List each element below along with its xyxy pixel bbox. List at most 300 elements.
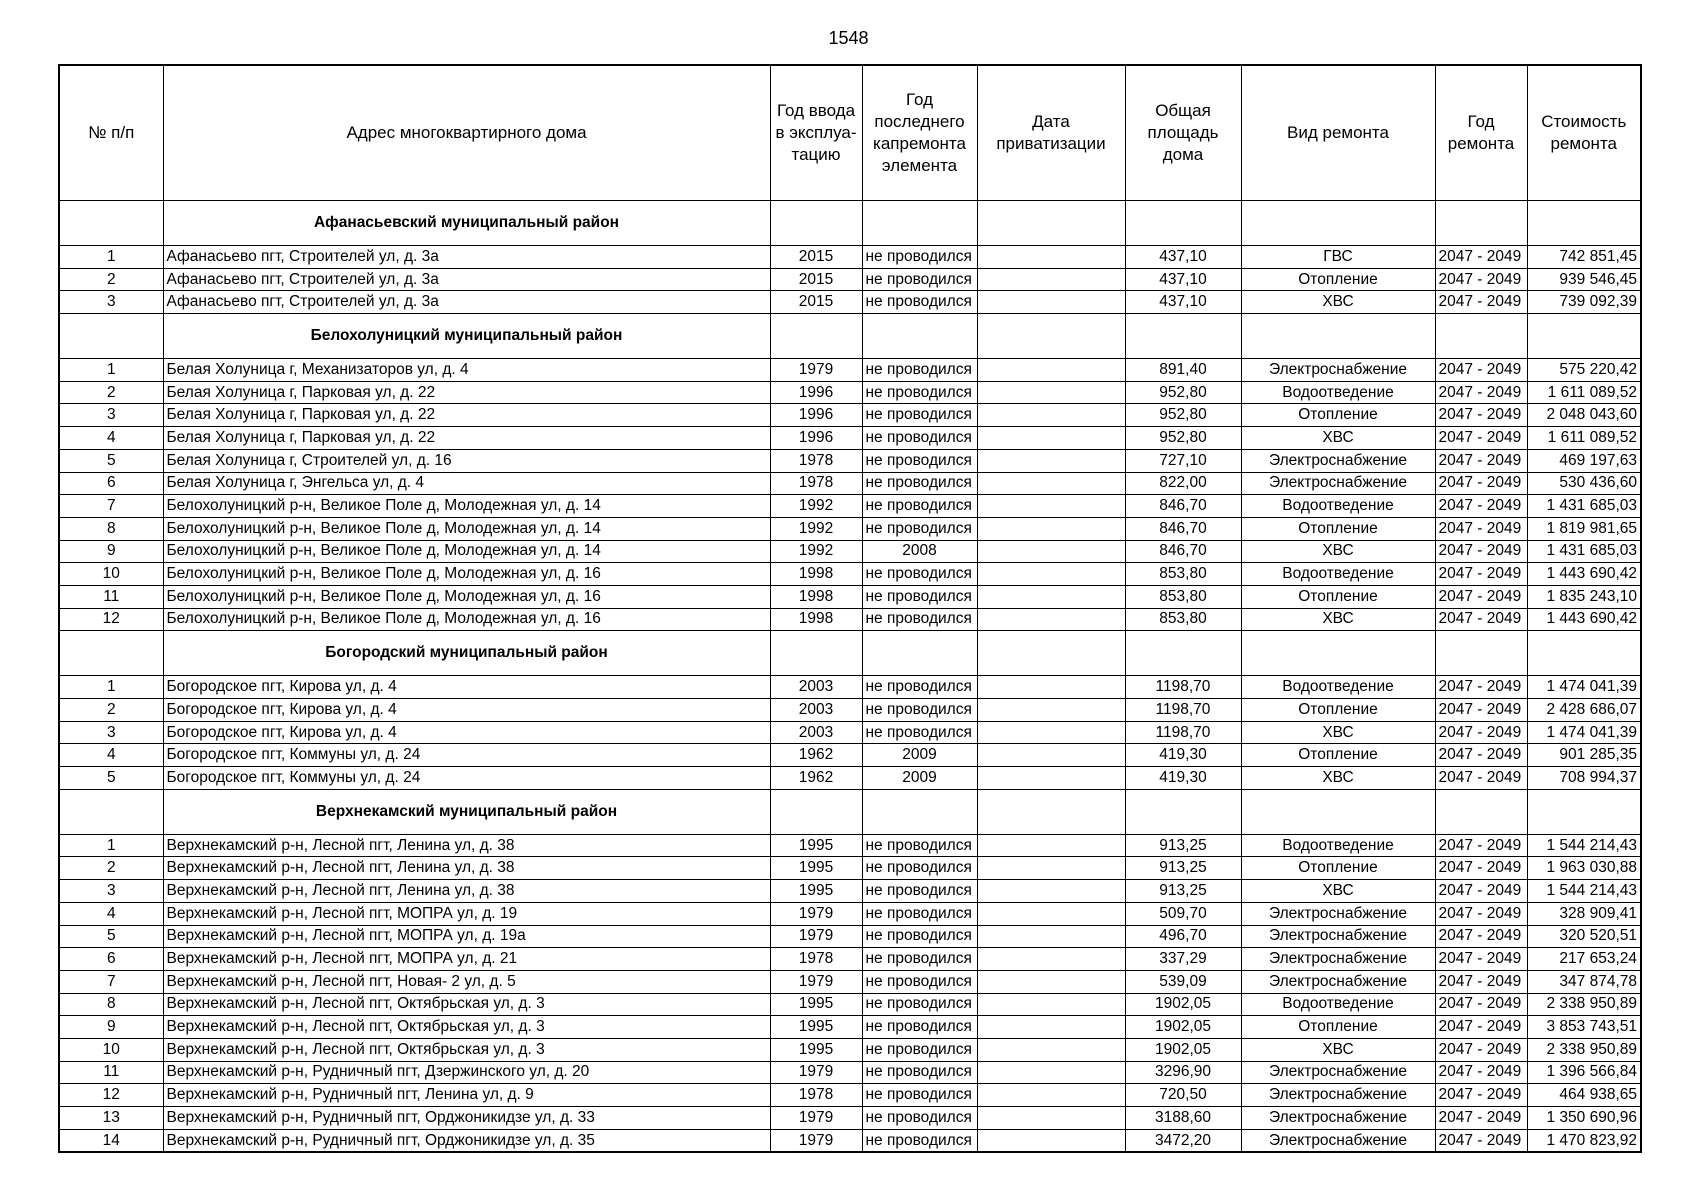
row-address: Богородское пгт, Кирова ул, д. 4 [163, 699, 770, 722]
row-cost: 1 431 685,03 [1527, 495, 1641, 518]
row-repair-year: 2047 - 2049 [1435, 449, 1527, 472]
row-privatization [977, 676, 1125, 699]
district-row [59, 201, 1641, 246]
row-cost: 901 285,35 [1527, 744, 1641, 767]
row-last-repair: 2009 [862, 744, 977, 767]
row-address: Верхнекамский р-н, Рудничный пгт, Орджоникидзе ул, д. 35 [163, 1129, 770, 1152]
row-address: Белая Холуница г, Механизаторов ул, д. 4 [163, 359, 770, 382]
row-repair-year: 2047 - 2049 [1435, 495, 1527, 518]
row-number: 3 [59, 721, 163, 744]
row-number: 13 [59, 1107, 163, 1130]
row-repair-type: Электроснабжение [1241, 1084, 1435, 1107]
row-privatization [977, 563, 1125, 586]
row-repair-year: 2047 - 2049 [1435, 404, 1527, 427]
row-year-built: 1962 [770, 744, 862, 767]
row-address: Верхнекамский р-н, Лесной пгт, МОПРА ул, д. 19 [163, 902, 770, 925]
row-privatization [977, 880, 1125, 903]
row-number: 6 [59, 948, 163, 971]
row-last-repair: не проводился [862, 902, 977, 925]
row-last-repair: не проводился [862, 1061, 977, 1084]
row-privatization [977, 1129, 1125, 1152]
empty-cell [770, 789, 862, 834]
table-row [59, 359, 1641, 382]
row-year-built: 1996 [770, 427, 862, 450]
row-number: 10 [59, 1038, 163, 1061]
row-repair-type: Электроснабжение [1241, 472, 1435, 495]
row-repair-type: Электроснабжение [1241, 970, 1435, 993]
row-repair-type: Отопление [1241, 404, 1435, 427]
row-privatization [977, 721, 1125, 744]
row-repair-year: 2047 - 2049 [1435, 925, 1527, 948]
header-year-built: Год ввода в эксплуа-тацию [770, 65, 862, 201]
row-repair-type: Отопление [1241, 585, 1435, 608]
table-row [59, 676, 1641, 699]
row-year-built: 1995 [770, 1016, 862, 1039]
row-repair-year: 2047 - 2049 [1435, 721, 1527, 744]
row-cost: 1 474 041,39 [1527, 676, 1641, 699]
row-area: 853,80 [1125, 585, 1241, 608]
row-repair-year: 2047 - 2049 [1435, 268, 1527, 291]
row-year-built: 2015 [770, 291, 862, 314]
row-repair-type: Электроснабжение [1241, 902, 1435, 925]
empty-cell [770, 314, 862, 359]
row-last-repair: не проводился [862, 948, 977, 971]
row-area: 853,80 [1125, 563, 1241, 586]
row-year-built: 2003 [770, 699, 862, 722]
row-address: Верхнекамский р-н, Лесной пгт, Октябрьская ул, д. 3 [163, 1038, 770, 1061]
row-number: 3 [59, 404, 163, 427]
row-year-built: 2003 [770, 676, 862, 699]
row-area: 1198,70 [1125, 721, 1241, 744]
row-last-repair: не проводился [862, 246, 977, 269]
row-repair-year: 2047 - 2049 [1435, 767, 1527, 790]
header-last-repair: Год последнего капремонта элемента [862, 65, 977, 201]
row-last-repair: не проводился [862, 404, 977, 427]
row-cost: 1 835 243,10 [1527, 585, 1641, 608]
row-last-repair: не проводился [862, 970, 977, 993]
row-privatization [977, 948, 1125, 971]
row-number: 3 [59, 880, 163, 903]
row-address: Белая Холуница г, Парковая ул, д. 22 [163, 381, 770, 404]
row-area: 853,80 [1125, 608, 1241, 631]
row-privatization [977, 427, 1125, 450]
row-year-built: 2015 [770, 246, 862, 269]
row-cost: 1 396 566,84 [1527, 1061, 1641, 1084]
row-number: 10 [59, 563, 163, 586]
row-number: 2 [59, 381, 163, 404]
row-area: 419,30 [1125, 744, 1241, 767]
row-year-built: 2003 [770, 721, 862, 744]
empty-cell [1435, 314, 1527, 359]
row-cost: 1 819 981,65 [1527, 517, 1641, 540]
repair-table [58, 64, 1642, 1153]
table-row [59, 993, 1641, 1016]
empty-cell [59, 314, 163, 359]
row-repair-year: 2047 - 2049 [1435, 1107, 1527, 1130]
table-row [59, 1038, 1641, 1061]
district-name: Афанасьевский муниципальный район [163, 201, 770, 246]
empty-cell [59, 631, 163, 676]
row-number: 8 [59, 993, 163, 1016]
row-cost: 1 350 690,96 [1527, 1107, 1641, 1130]
row-repair-type: Электроснабжение [1241, 359, 1435, 382]
empty-cell [977, 201, 1125, 246]
row-last-repair: не проводился [862, 563, 977, 586]
table-body [59, 201, 1641, 1153]
row-year-built: 1979 [770, 1107, 862, 1130]
row-address: Белая Холуница г, Парковая ул, д. 22 [163, 427, 770, 450]
empty-cell [977, 789, 1125, 834]
row-address: Белохолуницкий р-н, Великое Поле д, Молодежная ул, д. 16 [163, 608, 770, 631]
empty-cell [977, 631, 1125, 676]
row-year-built: 2015 [770, 268, 862, 291]
row-repair-year: 2047 - 2049 [1435, 1129, 1527, 1152]
row-privatization [977, 993, 1125, 1016]
row-area: 1198,70 [1125, 676, 1241, 699]
empty-cell [59, 789, 163, 834]
row-last-repair: не проводился [862, 381, 977, 404]
row-year-built: 1995 [770, 880, 862, 903]
empty-cell [977, 314, 1125, 359]
row-cost: 1 963 030,88 [1527, 857, 1641, 880]
row-privatization [977, 517, 1125, 540]
row-number: 8 [59, 517, 163, 540]
row-repair-year: 2047 - 2049 [1435, 381, 1527, 404]
row-area: 1902,05 [1125, 1016, 1241, 1039]
row-year-built: 1998 [770, 585, 862, 608]
row-address: Верхнекамский р-н, Лесной пгт, Октябрьская ул, д. 3 [163, 1016, 770, 1039]
row-repair-year: 2047 - 2049 [1435, 540, 1527, 563]
row-area: 822,00 [1125, 472, 1241, 495]
row-address: Афанасьево пгт, Строителей ул, д. 3а [163, 246, 770, 269]
row-repair-type: ХВС [1241, 608, 1435, 631]
row-number: 2 [59, 699, 163, 722]
row-repair-type: Водоотведение [1241, 563, 1435, 586]
row-year-built: 1995 [770, 857, 862, 880]
table-row [59, 721, 1641, 744]
empty-cell [770, 201, 862, 246]
row-address: Верхнекамский р-н, Рудничный пгт, Орджоникидзе ул, д. 33 [163, 1107, 770, 1130]
row-repair-type: ХВС [1241, 291, 1435, 314]
row-address: Богородское пгт, Коммуны ул, д. 24 [163, 767, 770, 790]
row-cost: 530 436,60 [1527, 472, 1641, 495]
row-address: Белохолуницкий р-н, Великое Поле д, Молодежная ул, д. 14 [163, 540, 770, 563]
table-row [59, 1084, 1641, 1107]
row-repair-type: Водоотведение [1241, 381, 1435, 404]
row-repair-year: 2047 - 2049 [1435, 608, 1527, 631]
empty-cell [1241, 631, 1435, 676]
row-area: 3296,90 [1125, 1061, 1241, 1084]
table-row [59, 1016, 1641, 1039]
row-year-built: 1978 [770, 948, 862, 971]
row-address: Верхнекамский р-н, Лесной пгт, Ленина ул, д. 38 [163, 857, 770, 880]
row-repair-year: 2047 - 2049 [1435, 857, 1527, 880]
table-row [59, 767, 1641, 790]
row-last-repair: не проводился [862, 495, 977, 518]
row-area: 509,70 [1125, 902, 1241, 925]
table-row [59, 902, 1641, 925]
row-area: 846,70 [1125, 495, 1241, 518]
row-cost: 1 470 823,92 [1527, 1129, 1641, 1152]
table-row [59, 857, 1641, 880]
empty-cell [1125, 789, 1241, 834]
row-number: 5 [59, 449, 163, 472]
row-privatization [977, 1016, 1125, 1039]
empty-cell [59, 201, 163, 246]
row-area: 1902,05 [1125, 993, 1241, 1016]
row-privatization [977, 291, 1125, 314]
row-area: 539,09 [1125, 970, 1241, 993]
row-cost: 1 443 690,42 [1527, 608, 1641, 631]
table-row [59, 699, 1641, 722]
row-year-built: 1978 [770, 449, 862, 472]
row-year-built: 1979 [770, 359, 862, 382]
row-number: 14 [59, 1129, 163, 1152]
table-row [59, 585, 1641, 608]
row-year-built: 1979 [770, 1129, 862, 1152]
table-row [59, 563, 1641, 586]
row-privatization [977, 1038, 1125, 1061]
table-row [59, 608, 1641, 631]
row-repair-year: 2047 - 2049 [1435, 563, 1527, 586]
row-address: Богородское пгт, Коммуны ул, д. 24 [163, 744, 770, 767]
row-year-built: 1978 [770, 1084, 862, 1107]
header-cost: Стоимость ремонта [1527, 65, 1641, 201]
empty-cell [1241, 314, 1435, 359]
row-number: 1 [59, 676, 163, 699]
row-number: 7 [59, 970, 163, 993]
row-repair-year: 2047 - 2049 [1435, 1038, 1527, 1061]
row-area: 952,80 [1125, 427, 1241, 450]
row-number: 4 [59, 427, 163, 450]
row-number: 1 [59, 359, 163, 382]
row-repair-year: 2047 - 2049 [1435, 1061, 1527, 1084]
row-repair-type: Электроснабжение [1241, 1107, 1435, 1130]
row-privatization [977, 381, 1125, 404]
row-address: Верхнекамский р-н, Лесной пгт, Ленина ул, д. 38 [163, 880, 770, 903]
header-repair-type: Вид ремонта [1241, 65, 1435, 201]
row-privatization [977, 246, 1125, 269]
table-row [59, 970, 1641, 993]
empty-cell [862, 201, 977, 246]
row-privatization [977, 744, 1125, 767]
row-cost: 575 220,42 [1527, 359, 1641, 382]
row-repair-type: Водоотведение [1241, 993, 1435, 1016]
row-last-repair: не проводился [862, 1129, 977, 1152]
row-year-built: 1979 [770, 925, 862, 948]
row-year-built: 1979 [770, 902, 862, 925]
table-row [59, 246, 1641, 269]
row-year-built: 1978 [770, 472, 862, 495]
row-area: 1198,70 [1125, 699, 1241, 722]
header-num: № п/п [59, 65, 163, 201]
row-number: 4 [59, 744, 163, 767]
row-address: Белохолуницкий р-н, Великое Поле д, Молодежная ул, д. 14 [163, 495, 770, 518]
row-cost: 1 544 214,43 [1527, 880, 1641, 903]
row-area: 891,40 [1125, 359, 1241, 382]
row-last-repair: не проводился [862, 993, 977, 1016]
row-privatization [977, 585, 1125, 608]
row-address: Белая Холуница г, Парковая ул, д. 22 [163, 404, 770, 427]
header-privatization: Дата приватизации [977, 65, 1125, 201]
row-repair-type: Отопление [1241, 268, 1435, 291]
district-row [59, 789, 1641, 834]
row-number: 12 [59, 608, 163, 631]
row-area: 913,25 [1125, 834, 1241, 857]
table-row [59, 495, 1641, 518]
row-last-repair: не проводился [862, 608, 977, 631]
row-year-built: 1996 [770, 381, 862, 404]
row-year-built: 1979 [770, 970, 862, 993]
row-repair-year: 2047 - 2049 [1435, 246, 1527, 269]
row-cost: 1 544 214,43 [1527, 834, 1641, 857]
row-repair-type: ХВС [1241, 767, 1435, 790]
row-cost: 2 048 043,60 [1527, 404, 1641, 427]
table-row [59, 834, 1641, 857]
district-row [59, 314, 1641, 359]
table-row [59, 948, 1641, 971]
table-row [59, 427, 1641, 450]
row-last-repair: не проводился [862, 517, 977, 540]
row-address: Белохолуницкий р-н, Великое Поле д, Молодежная ул, д. 16 [163, 585, 770, 608]
row-area: 913,25 [1125, 857, 1241, 880]
row-repair-type: Отопление [1241, 744, 1435, 767]
row-privatization [977, 767, 1125, 790]
row-number: 9 [59, 540, 163, 563]
row-privatization [977, 540, 1125, 563]
row-year-built: 1995 [770, 1038, 862, 1061]
row-last-repair: не проводился [862, 880, 977, 903]
row-privatization [977, 699, 1125, 722]
row-repair-type: Электроснабжение [1241, 1061, 1435, 1084]
header-area: Общая площадь дома [1125, 65, 1241, 201]
row-year-built: 1998 [770, 563, 862, 586]
row-repair-type: Отопление [1241, 699, 1435, 722]
row-repair-year: 2047 - 2049 [1435, 676, 1527, 699]
row-privatization [977, 1107, 1125, 1130]
row-address: Афанасьево пгт, Строителей ул, д. 3а [163, 291, 770, 314]
row-last-repair: не проводился [862, 699, 977, 722]
row-cost: 469 197,63 [1527, 449, 1641, 472]
row-last-repair: не проводился [862, 676, 977, 699]
row-privatization [977, 268, 1125, 291]
empty-cell [1241, 789, 1435, 834]
row-repair-type: ХВС [1241, 1038, 1435, 1061]
row-year-built: 1992 [770, 495, 862, 518]
row-repair-type: Водоотведение [1241, 676, 1435, 699]
row-repair-year: 2047 - 2049 [1435, 902, 1527, 925]
district-name: Белохолуницкий муниципальный район [163, 314, 770, 359]
table-row [59, 1107, 1641, 1130]
row-privatization [977, 970, 1125, 993]
row-cost: 1 611 089,52 [1527, 427, 1641, 450]
row-address: Верхнекамский р-н, Лесной пгт, Ленина ул, д. 38 [163, 834, 770, 857]
row-repair-type: Отопление [1241, 857, 1435, 880]
row-number: 12 [59, 1084, 163, 1107]
row-number: 2 [59, 857, 163, 880]
header-repair-year: Год ремонта [1435, 65, 1527, 201]
district-name: Богородский муниципальный район [163, 631, 770, 676]
row-privatization [977, 857, 1125, 880]
table-row [59, 291, 1641, 314]
row-area: 419,30 [1125, 767, 1241, 790]
row-repair-type: ХВС [1241, 880, 1435, 903]
row-repair-type: Отопление [1241, 1016, 1435, 1039]
row-last-repair: не проводился [862, 1084, 977, 1107]
row-repair-year: 2047 - 2049 [1435, 970, 1527, 993]
page-number: 1548 [828, 28, 869, 48]
row-cost: 464 938,65 [1527, 1084, 1641, 1107]
row-cost: 742 851,45 [1527, 246, 1641, 269]
row-area: 720,50 [1125, 1084, 1241, 1107]
empty-cell [862, 314, 977, 359]
row-address: Верхнекамский р-н, Лесной пгт, МОПРА ул, д. 21 [163, 948, 770, 971]
row-cost: 1 431 685,03 [1527, 540, 1641, 563]
row-repair-type: Электроснабжение [1241, 925, 1435, 948]
table-row [59, 381, 1641, 404]
row-cost: 2 338 950,89 [1527, 993, 1641, 1016]
empty-cell [1241, 201, 1435, 246]
row-repair-year: 2047 - 2049 [1435, 744, 1527, 767]
table-row [59, 925, 1641, 948]
row-cost: 347 874,78 [1527, 970, 1641, 993]
row-area: 846,70 [1125, 517, 1241, 540]
row-repair-year: 2047 - 2049 [1435, 472, 1527, 495]
row-repair-type: Электроснабжение [1241, 1129, 1435, 1152]
row-year-built: 1998 [770, 608, 862, 631]
row-repair-year: 2047 - 2049 [1435, 880, 1527, 903]
row-last-repair: не проводился [862, 449, 977, 472]
row-area: 3188,60 [1125, 1107, 1241, 1130]
row-privatization [977, 834, 1125, 857]
empty-cell [1527, 314, 1641, 359]
row-address: Богородское пгт, Кирова ул, д. 4 [163, 676, 770, 699]
row-cost: 1 611 089,52 [1527, 381, 1641, 404]
row-area: 1902,05 [1125, 1038, 1241, 1061]
row-privatization [977, 1084, 1125, 1107]
row-number: 5 [59, 767, 163, 790]
row-area: 952,80 [1125, 381, 1241, 404]
empty-cell [862, 789, 977, 834]
row-cost: 320 520,51 [1527, 925, 1641, 948]
row-privatization [977, 1061, 1125, 1084]
row-area: 913,25 [1125, 880, 1241, 903]
row-cost: 328 909,41 [1527, 902, 1641, 925]
row-number: 1 [59, 246, 163, 269]
row-last-repair: не проводился [862, 427, 977, 450]
row-year-built: 1996 [770, 404, 862, 427]
row-repair-year: 2047 - 2049 [1435, 427, 1527, 450]
row-repair-year: 2047 - 2049 [1435, 1084, 1527, 1107]
row-year-built: 1995 [770, 993, 862, 1016]
row-area: 437,10 [1125, 268, 1241, 291]
row-number: 1 [59, 834, 163, 857]
row-last-repair: не проводился [862, 1016, 977, 1039]
row-number: 4 [59, 902, 163, 925]
row-cost: 217 653,24 [1527, 948, 1641, 971]
row-last-repair: 2009 [862, 767, 977, 790]
row-number: 11 [59, 1061, 163, 1084]
table-row [59, 744, 1641, 767]
row-privatization [977, 472, 1125, 495]
row-area: 437,10 [1125, 291, 1241, 314]
row-last-repair: не проводился [862, 925, 977, 948]
header-address: Адрес многоквартирного дома [163, 65, 770, 201]
row-area: 846,70 [1125, 540, 1241, 563]
row-repair-type: Электроснабжение [1241, 449, 1435, 472]
empty-cell [770, 631, 862, 676]
row-cost: 3 853 743,51 [1527, 1016, 1641, 1039]
